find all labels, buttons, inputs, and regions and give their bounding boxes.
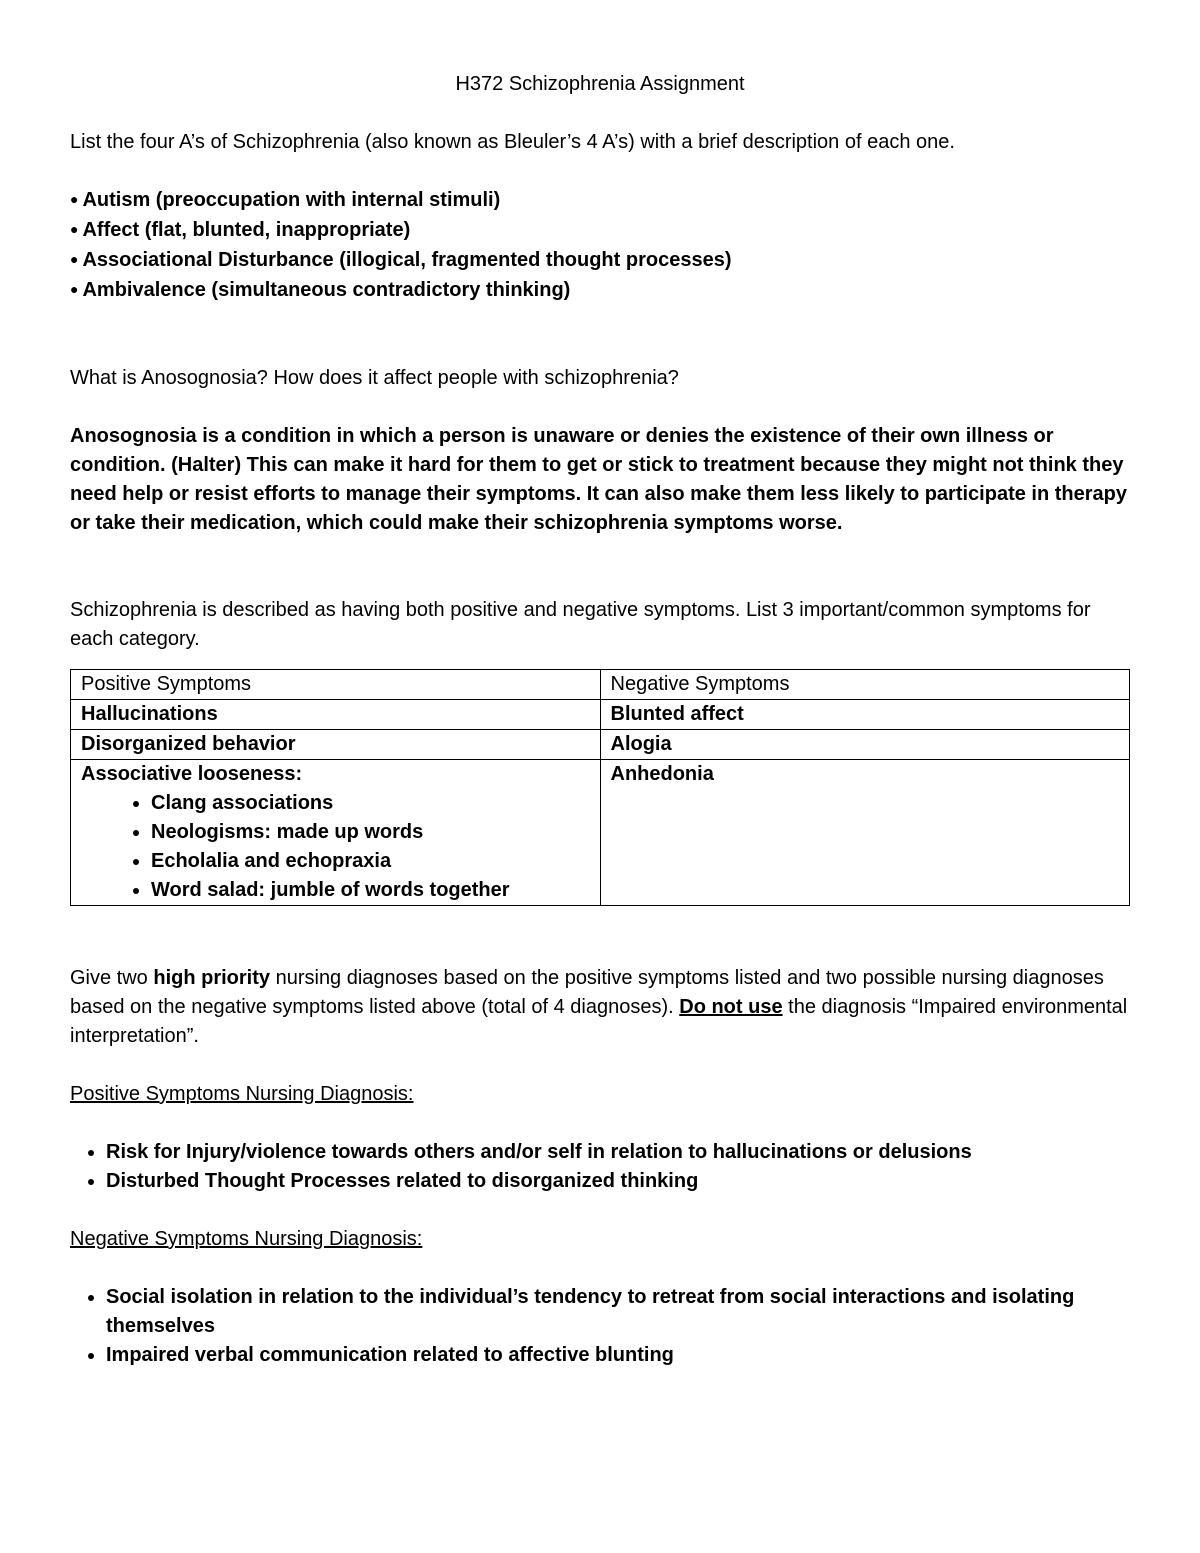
negative-cell: Alogia (600, 730, 1130, 760)
positive-diagnosis-heading: Positive Symptoms Nursing Diagnosis: (70, 1083, 414, 1105)
negative-cell: Anhedonia (600, 760, 1130, 906)
negative-header: Negative Symptoms (600, 670, 1130, 700)
list-item: • Disturbed Thought Processes related to disorganized thinking (106, 1167, 1130, 1196)
q4-prompt-part1: Give two (70, 967, 154, 989)
q4-prompt (70, 964, 1130, 1051)
q4-prompt-do-not-use: Do not use (679, 996, 783, 1018)
four-as-list (70, 186, 1130, 306)
q2-prompt: What is Anosognosia? How does it affect people with schizophrenia? (70, 367, 679, 389)
table-row (71, 730, 1130, 760)
q2-answer: Anosognosia is a condition in which a person is unaware or denies the existence of their own illness or condition. (Halter) This can make it hard for them to get or stick to treatment because they might not think they need help or resist efforts to manage their symptoms. It can also make them less likely to participate in therapy or take their medication, which could make their schizophrenia symptoms worse. (70, 425, 1127, 534)
positive-header: Positive Symptoms (71, 670, 601, 700)
table-row (71, 700, 1130, 730)
positive-diagnosis-list (70, 1138, 1130, 1196)
list-item: • Neologisms: made up words (151, 818, 590, 847)
negative-diagnosis-list (70, 1283, 1130, 1370)
list-item: • Word salad: jumble of words together (151, 876, 590, 905)
positive-cell (71, 760, 601, 906)
q4-prompt-emphasis: high priority (153, 967, 271, 989)
list-item: ● Affect (flat, blunted, inappropriate) (70, 216, 1130, 246)
negative-diagnosis-heading: Negative Symptoms Nursing Diagnosis: (70, 1228, 423, 1250)
list-item: • Echolalia and echopraxia (151, 847, 590, 876)
positive-cell: Hallucinations (71, 700, 601, 730)
negative-cell: Blunted affect (600, 700, 1130, 730)
page-title: H372 Schizophrenia Assignment (455, 73, 745, 95)
list-item: ● Autism (preoccupation with internal stimuli) (70, 186, 1130, 216)
list-item: ● Associational Disturbance (illogical, fragmented thought processes) (70, 246, 1130, 276)
list-item: • Clang associations (151, 789, 590, 818)
positive-cell: Disorganized behavior (71, 730, 601, 760)
associative-looseness-list (81, 789, 590, 905)
symptoms-table (70, 669, 1130, 906)
q3-prompt: Schizophrenia is described as having both positive and negative symptoms. List 3 important/common symptoms for each category. (70, 599, 1091, 650)
document-page (70, 70, 1130, 1370)
list-item: • Impaired verbal communication related to affective blunting (106, 1341, 1130, 1370)
table-header-row (71, 670, 1130, 700)
table-row (71, 760, 1130, 906)
q1-prompt: List the four A’s of Schizophrenia (also known as Bleuler’s 4 A’s) with a brief description of each one. (70, 131, 955, 153)
q4-prompt-part2: nursing diagnoses based on the positive symptoms listed and two possible nursing diagnoses based on the negative symptoms listed above (total of 4 diagnoses). (70, 967, 1104, 1018)
q4-prompt-part3: the diagnosis “Impaired environmental interpretation”. (70, 996, 1128, 1047)
associative-looseness-label: Associative looseness: (81, 763, 303, 785)
list-item: • Social isolation in relation to the individual’s tendency to retreat from social interactions and isolating themselves (106, 1283, 1130, 1341)
list-item: ● Ambivalence (simultaneous contradictory thinking) (70, 276, 1130, 306)
list-item: • Risk for Injury/violence towards others and/or self in relation to hallucinations or delusions (106, 1138, 1130, 1167)
